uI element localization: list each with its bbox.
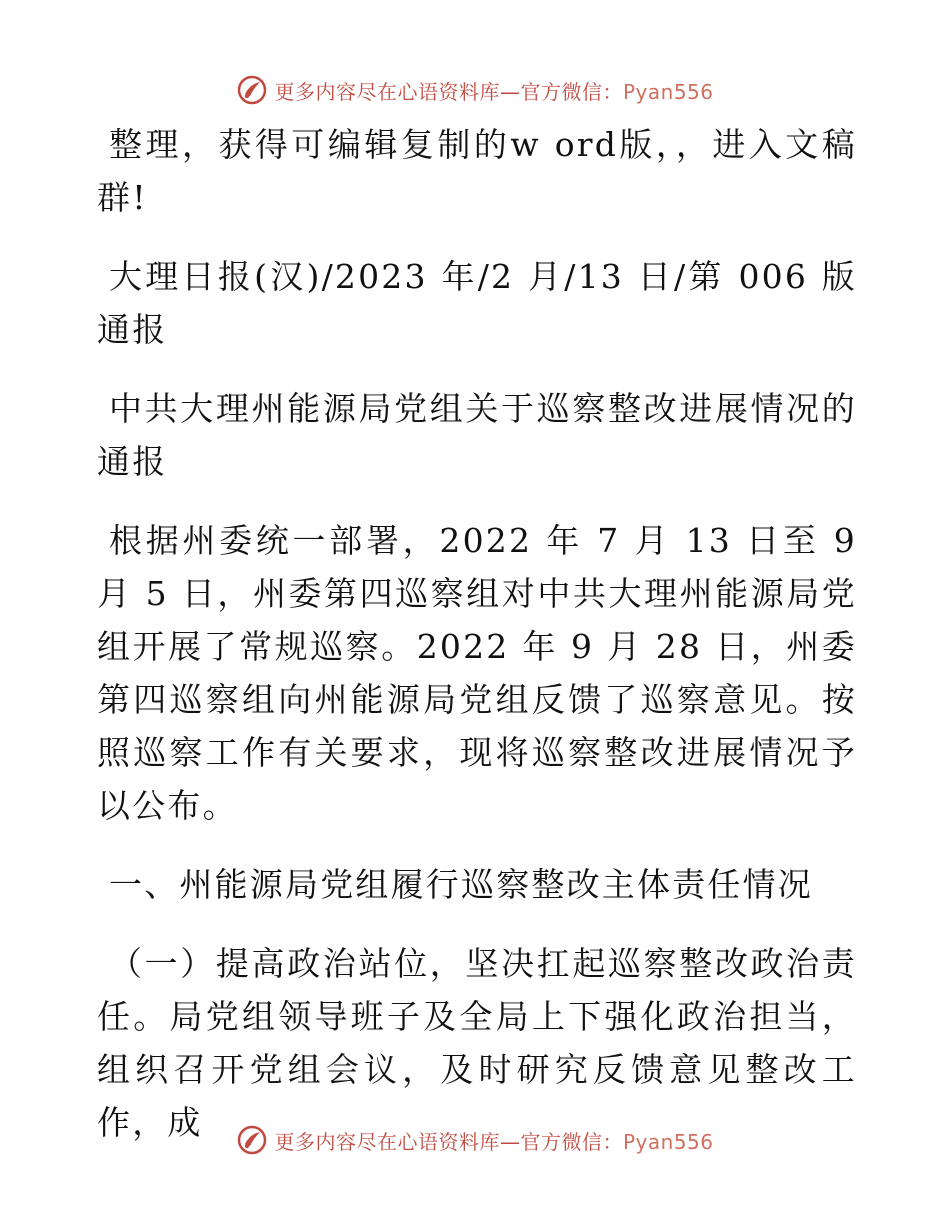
footer-banner (0, 1120, 950, 1160)
logo-icon (236, 1124, 268, 1156)
section-heading: 一、州能源局党组履行巡察整改主体责任情况 (109, 865, 813, 904)
paragraph-subsection: （一）提高政治站位，坚决扛起巡察整改政治责任。局党组领导班子及全局上下强化政治担当，组织召开党组会议，及时研究反馈意见整改工作，成 (97, 944, 857, 1142)
document-title: 中共大理州能源局党组关于巡察整改进展情况的通报 (97, 389, 857, 481)
paragraph-intro: 根据州委统一部署，2022 年 7 月 13 日至 9 月 5 日，州委第四巡察组对中共大理州能源局党组开展了常规巡察。2022 年 9 月 28 日，州委第四巡察组向州能源局党组反馈了巡察意见。按照巡察工作有关要求，现将巡察整改进展情况予以公布。 (97, 521, 857, 825)
logo-icon (236, 74, 268, 106)
banner-contact: Pyan556 (622, 79, 714, 104)
banner-text: 更多内容尽在心语资料库—官方微信： (274, 79, 623, 104)
document-body (97, 118, 857, 1175)
banner-contact: Pyan556 (622, 1129, 714, 1154)
banner-text: 更多内容尽在心语资料库—官方微信： (274, 1129, 623, 1154)
paragraph-source: 大理日报(汉)/2023 年/2 月/13 日/第 006 版通报 (97, 257, 857, 349)
header-banner (0, 70, 950, 110)
paragraph-note: 整理，获得可编辑复制的w ord版，，进入文稿群! (97, 125, 857, 217)
